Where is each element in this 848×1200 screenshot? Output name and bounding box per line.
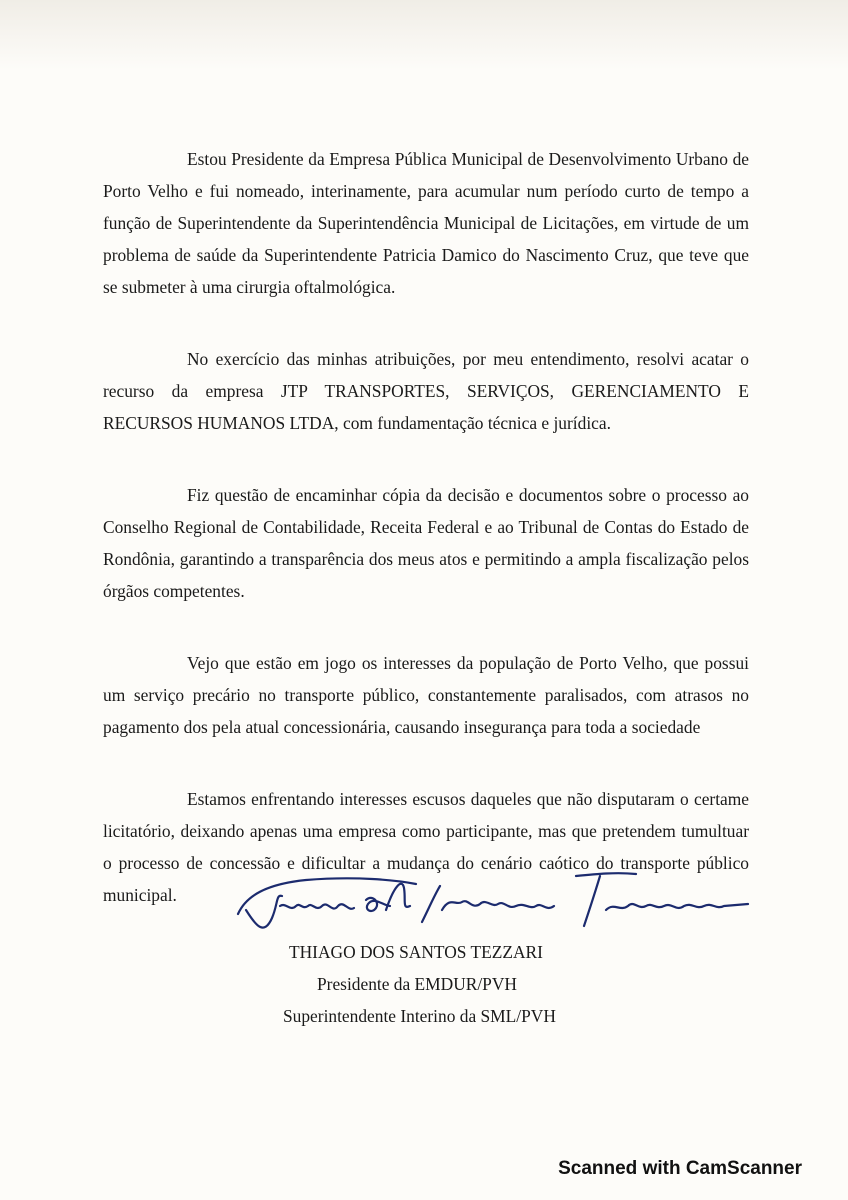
signer-role-2: Superintendente Interino da SML/PVH xyxy=(283,1006,556,1026)
signer-role-1: Presidente da EMDUR/PVH xyxy=(317,974,517,994)
letter-body xyxy=(103,143,749,951)
paragraph-5: Estamos enfrentando interesses escusos daqueles que não disputaram o certame licitatório, deixando apenas uma empresa como participante, mas que pretendem tumultuar o processo de concessão e dificultar a mudança do cenário caótico do transporte público municipal. xyxy=(103,789,749,905)
paragraph-1: Estou Presidente da Empresa Pública Municipal de Desenvolvimento Urbano de Porto Velho e fui nomeado, interinamente, para acumular num período curto de tempo a função de Superintendente da Superintendência Municipal de Licitações, em virtude de um problema de saúde da Superintendente Patricia Damico do Nascimento Cruz, que teve que se submeter à uma cirurgia oftalmológica. xyxy=(103,149,749,297)
signer-name: THIAGO DOS SANTOS TEZZARI xyxy=(289,942,543,962)
paragraph-4: Vejo que estão em jogo os interesses da população de Porto Velho, que possui um serviço precário no transporte público, constantemente paralisados, com atrasos no pagamento dos pela atual concessionária, causando insegurança para toda a sociedade xyxy=(103,653,749,737)
paragraph-3: Fiz questão de encaminhar cópia da decisão e documentos sobre o processo ao Conselho Regional de Contabilidade, Receita Federal e ao Tribunal de Contas do Estado de Rondônia, garantindo a transparência dos meus atos e permitindo a ampla fiscalização pelos órgãos competentes. xyxy=(103,485,749,601)
handwritten-signature xyxy=(236,866,756,946)
paragraph-2: No exercício das minhas atribuições, por meu entendimento, resolvi acatar o recurso da empresa JTP TRANSPORTES, SERVIÇOS, GERENCIAMENTO E RECURSOS HUMANOS LTDA, com fundamentação técnica e jurídica. xyxy=(103,349,749,433)
camscanner-watermark: Scanned with CamScanner xyxy=(558,1158,802,1179)
scan-top-shadow xyxy=(0,0,848,70)
signature-block xyxy=(283,936,583,1032)
